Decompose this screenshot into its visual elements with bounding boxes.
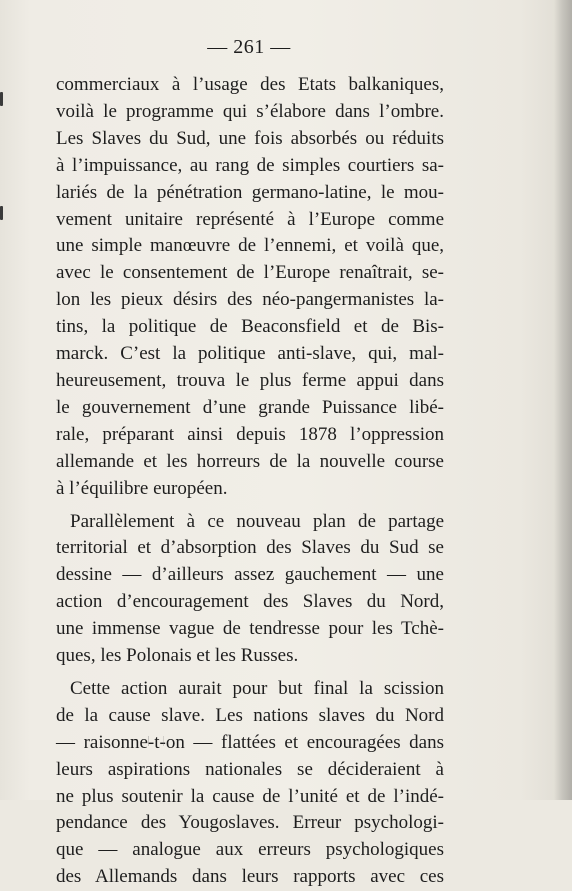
text-line: ques, les Polonais et les Russes. xyxy=(56,645,299,667)
text-line: territorial et d’absorption des Slaves du Sud se xyxy=(56,537,444,559)
text-line: action d’encouragement des Slaves du Nord, xyxy=(56,591,444,613)
text-line: voilà le programme qui s’élabore dans l’ombre. xyxy=(56,100,444,122)
text-line: dessine — d’ailleurs assez gauchement — une xyxy=(56,564,444,586)
text-line: Parallèlement à ce nouveau plan de partage xyxy=(70,510,444,532)
ink-smudge xyxy=(148,736,164,746)
binding-mark xyxy=(0,92,3,106)
binding-mark xyxy=(0,206,3,220)
text-line: lariés de la pénétration germano-latine, le mou- xyxy=(56,181,444,203)
text-line: ne plus soutenir la cause de l’unité et de l’indé- xyxy=(56,785,444,807)
paragraph xyxy=(56,509,444,670)
text-line: pendance des Yougoslaves. Erreur psychologi- xyxy=(56,812,444,834)
text-line: une immense vague de tendresse pour les Tchè- xyxy=(56,618,444,640)
text-line: à l’équilibre européen. xyxy=(56,477,228,499)
text-line: Cette action aurait pour but final la scission xyxy=(70,677,444,699)
page-gutter-shadow xyxy=(554,0,572,800)
page-number: — 261 — xyxy=(207,36,291,58)
text-line: le gouvernement d’une grande Puissance libé- xyxy=(56,396,444,418)
text-line: lon les pieux désirs des néo-pangermanistes la- xyxy=(56,289,444,311)
text-line: allemande et les horreurs de la nouvelle course xyxy=(56,450,444,472)
text-line: des Allemands dans leurs rapports avec ces xyxy=(56,866,444,888)
text-line: — raisonne-t-on — flattées et encouragées dans xyxy=(56,731,444,753)
body-text xyxy=(56,72,444,891)
text-line: vement unitaire représenté à l’Europe comme xyxy=(56,208,444,230)
text-line: avec le consentement de l’Europe renaîtrait, se- xyxy=(56,262,444,284)
text-line: commerciaux à l’usage des Etats balkaniques, xyxy=(56,74,444,95)
text-line: marck. C’est la politique anti-slave, qui, mal- xyxy=(56,343,444,365)
text-line: Les Slaves du Sud, une fois absorbés ou réduits xyxy=(56,127,444,149)
text-line: leurs aspirations nationales se décideraient à xyxy=(56,758,444,780)
text-line: de la cause slave. Les nations slaves du Nord xyxy=(56,704,444,726)
paragraph xyxy=(56,676,444,891)
text-line: à l’impuissance, au rang de simples courtiers sa- xyxy=(56,154,444,176)
text-line: que — analogue aux erreurs psychologiques xyxy=(56,839,444,861)
text-line: rale, préparant ainsi depuis 1878 l’oppression xyxy=(56,423,444,445)
text-line: une simple manœuvre de l’ennemi, et voilà que, xyxy=(56,235,444,257)
text-line: heureusement, trouva le plus ferme appui dans xyxy=(56,369,444,391)
text-line: tins, la politique de Beaconsfield et de Bis- xyxy=(56,316,444,338)
paragraph xyxy=(56,72,444,503)
